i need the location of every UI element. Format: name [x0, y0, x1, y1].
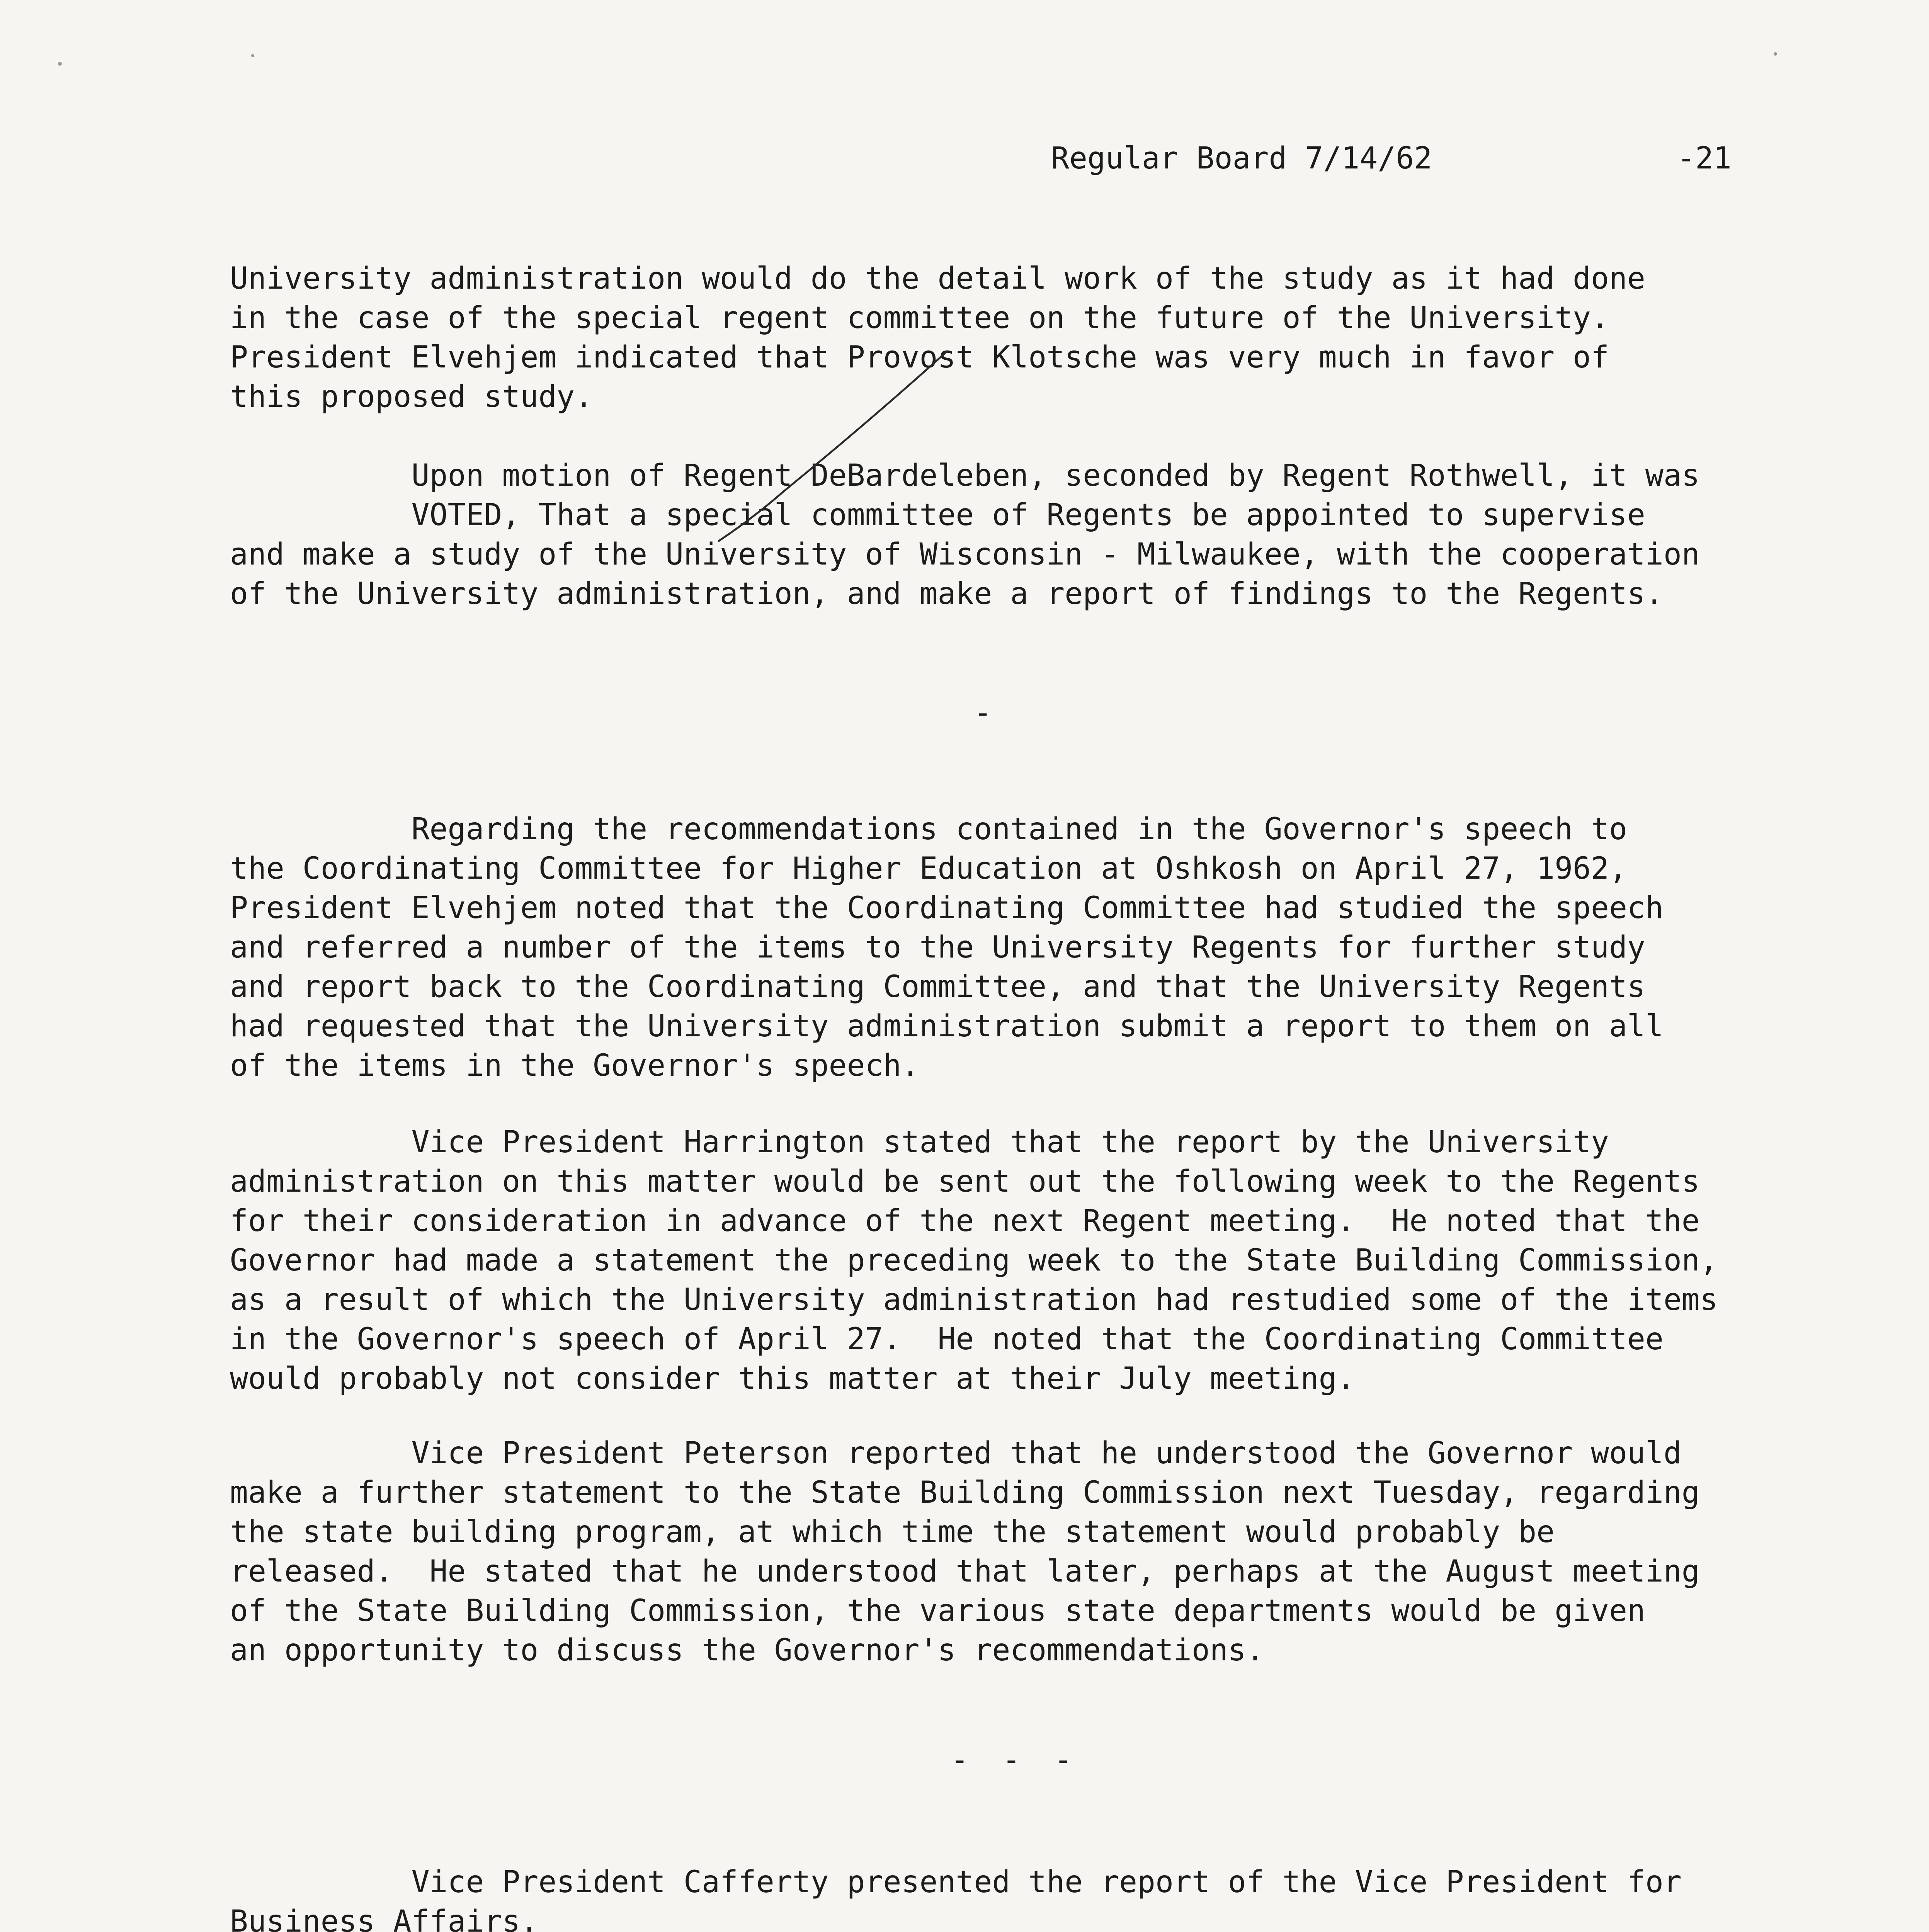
text-line: President Elvehjem noted that the Coordinating Committee had studied the speech	[230, 891, 1664, 925]
text-line: released. He stated that he understood that later, perhaps at the August meeting	[230, 1554, 1700, 1589]
text-line: the Coordinating Committee for Higher Education at Oshkosh on April 27, 1962,	[230, 851, 1627, 886]
text-line: had requested that the University administration submit a report to them on all	[230, 1009, 1664, 1044]
scan-speck	[1774, 52, 1777, 56]
header-page-ref: -21	[1677, 141, 1732, 176]
paragraph-6	[230, 1862, 1822, 1932]
section-separator: -	[974, 696, 1000, 730]
text-line: University administration would do the detail work of the study as it had done	[230, 261, 1645, 296]
text-line: Vice President Harrington stated that the report by the University	[230, 1125, 1609, 1160]
header-title: Regular Board 7/14/62	[1051, 141, 1432, 176]
text-line: Regarding the recommendations contained in the Governor's speech to	[230, 812, 1627, 847]
text-line: Upon motion of Regent DeBardeleben, seconded by Regent Rothwell, it was	[230, 458, 1700, 493]
section-separator: - - -	[951, 1743, 1080, 1777]
text-line: Vice President Cafferty presented the report of the Vice President for	[230, 1865, 1682, 1900]
text-line: and make a study of the University of Wisconsin - Milwaukee, with the cooperation	[230, 537, 1700, 572]
text-line: the state building program, at which time the statement would probably be	[230, 1515, 1555, 1549]
text-line: President Elvehjem indicated that Provost Klotsche was very much in favor of	[230, 340, 1609, 375]
text-line: of the items in the Governor's speech.	[230, 1048, 920, 1083]
text-line: this proposed study.	[230, 379, 593, 414]
text-line: of the University administration, and make a report of findings to the Regents.	[230, 577, 1664, 611]
paragraph-3	[230, 810, 1822, 1085]
text-line: Governor had made a statement the preceding week to the State Building Commission,	[230, 1243, 1718, 1278]
paragraph-1	[230, 259, 1822, 417]
text-line: of the State Building Commission, the various state departments would be given	[230, 1594, 1645, 1628]
text-line: as a result of which the University administration had restudied some of the items	[230, 1282, 1718, 1317]
text-line: would probably not consider this matter at their July meeting.	[230, 1361, 1355, 1396]
paragraph-4	[230, 1122, 1822, 1398]
paragraph-2	[230, 456, 1822, 614]
paragraph-5	[230, 1434, 1822, 1670]
scan-speck	[251, 54, 254, 57]
pen-stroke-mark	[707, 344, 958, 545]
text-line: VOTED, That a special committee of Regents be appointed to supervise	[230, 498, 1645, 532]
text-line: make a further statement to the State Building Commission next Tuesday, regarding	[230, 1475, 1700, 1510]
text-line: and report back to the Coordinating Committee, and that the University Regents	[230, 969, 1645, 1004]
text-line: for their consideration in advance of the next Regent meeting. He noted that the	[230, 1204, 1700, 1238]
text-line: in the Governor's speech of April 27. He noted that the Coordinating Committee	[230, 1322, 1664, 1357]
text-line: administration on this matter would be sent out the following week to the Regents	[230, 1164, 1700, 1199]
text-line: Business Affairs.	[230, 1904, 539, 1932]
text-line: and referred a number of the items to the University Regents for further study	[230, 930, 1645, 965]
text-line: an opportunity to discuss the Governor's recommendations.	[230, 1633, 1264, 1668]
text-line: in the case of the special regent committee on the future of the University.	[230, 301, 1609, 335]
scan-speck	[58, 62, 62, 66]
text-line: Vice President Peterson reported that he understood the Governor would	[230, 1436, 1682, 1471]
